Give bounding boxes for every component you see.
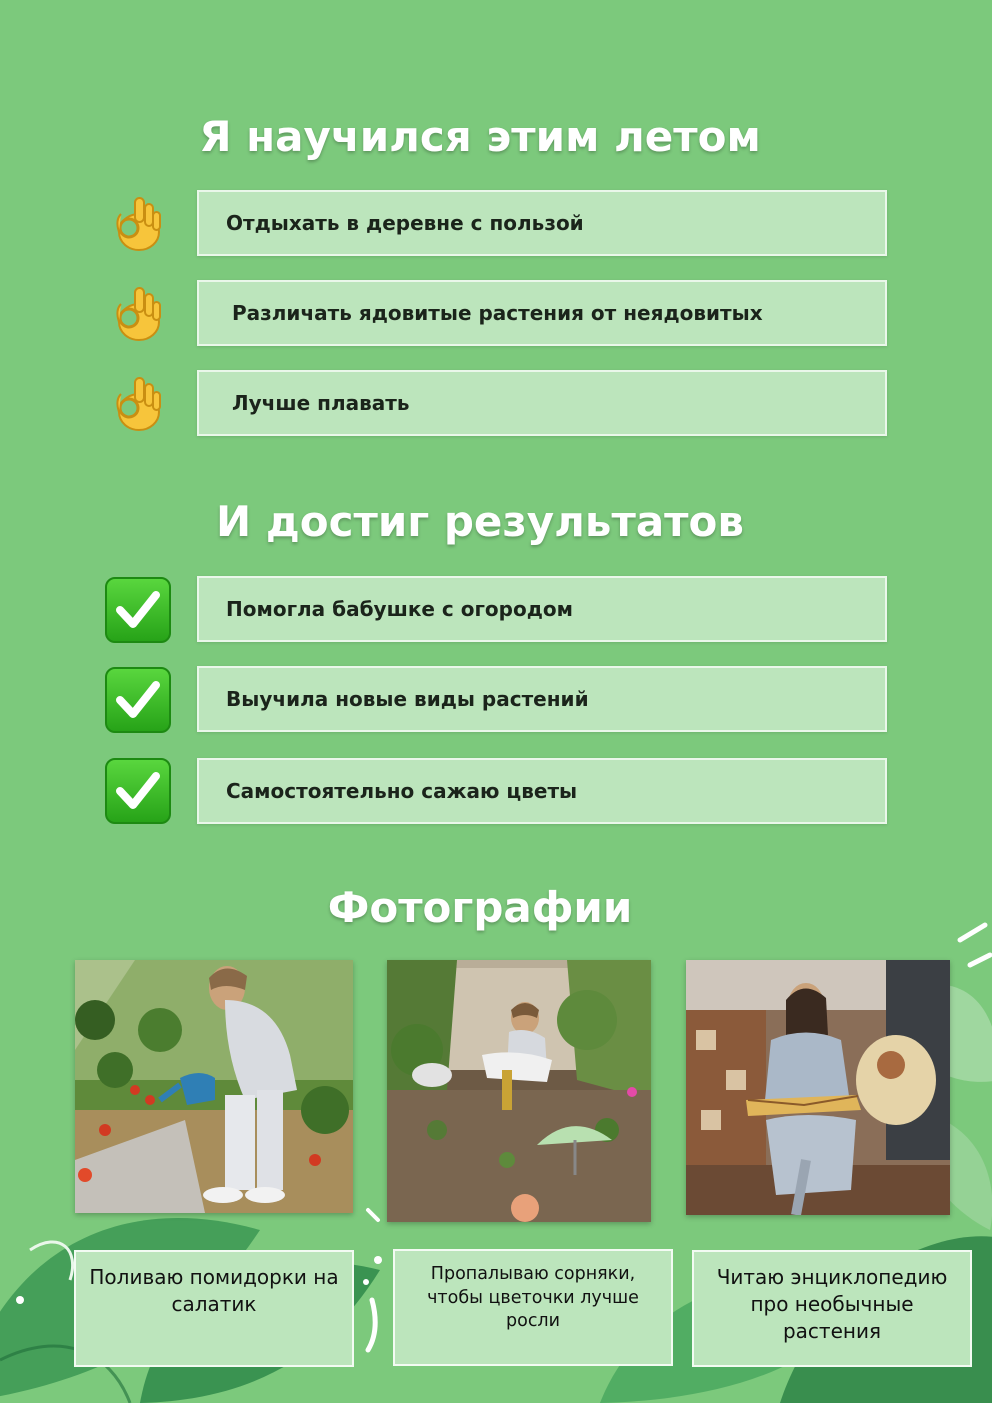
skill-item-1 — [197, 190, 887, 256]
result-item-2 — [197, 666, 887, 732]
photo-caption-1-text: Поливаю помидорки на салатик — [89, 1265, 339, 1316]
photo-watering-tomatoes — [75, 960, 353, 1213]
photo-caption-2-text: Пропалываю сорняки, чтобы цветочки лучше росли — [427, 1264, 639, 1332]
result-item-3 — [197, 758, 887, 824]
photo-caption-3 — [692, 1250, 972, 1367]
skill-item-3-text: Лучше плавать — [232, 391, 410, 415]
ok-hand-icon — [105, 370, 173, 438]
skill-item-1-text: Отдыхать в деревне с пользой — [226, 211, 584, 235]
photo-caption-3-text: Читаю энциклопедию про необычные растения — [716, 1265, 948, 1343]
skill-item-2-text: Различать ядовитые растения от неядовитых — [232, 301, 763, 325]
skill-item-2 — [197, 280, 887, 346]
result-item-3-text: Самостоятельно сажаю цветы — [226, 779, 578, 803]
photo-weeding — [387, 960, 651, 1222]
photos-title: Фотографии — [327, 883, 633, 932]
photo-reading — [686, 960, 950, 1215]
result-item-1 — [197, 576, 887, 642]
skill-item-3 — [197, 370, 887, 436]
results-title: И достиг результатов — [216, 497, 744, 546]
skills-title: Я научился этим летом — [199, 112, 761, 161]
result-item-1-text: Помогла бабушке с огородом — [226, 597, 573, 621]
check-mark-icon — [105, 577, 171, 643]
photo-caption-2 — [393, 1249, 673, 1366]
check-mark-icon — [105, 667, 171, 733]
photo-caption-1 — [74, 1250, 354, 1367]
result-item-2-text: Выучила новые виды растений — [226, 687, 589, 711]
ok-hand-icon — [105, 280, 173, 348]
check-mark-icon — [105, 758, 171, 824]
ok-hand-icon — [105, 190, 173, 258]
